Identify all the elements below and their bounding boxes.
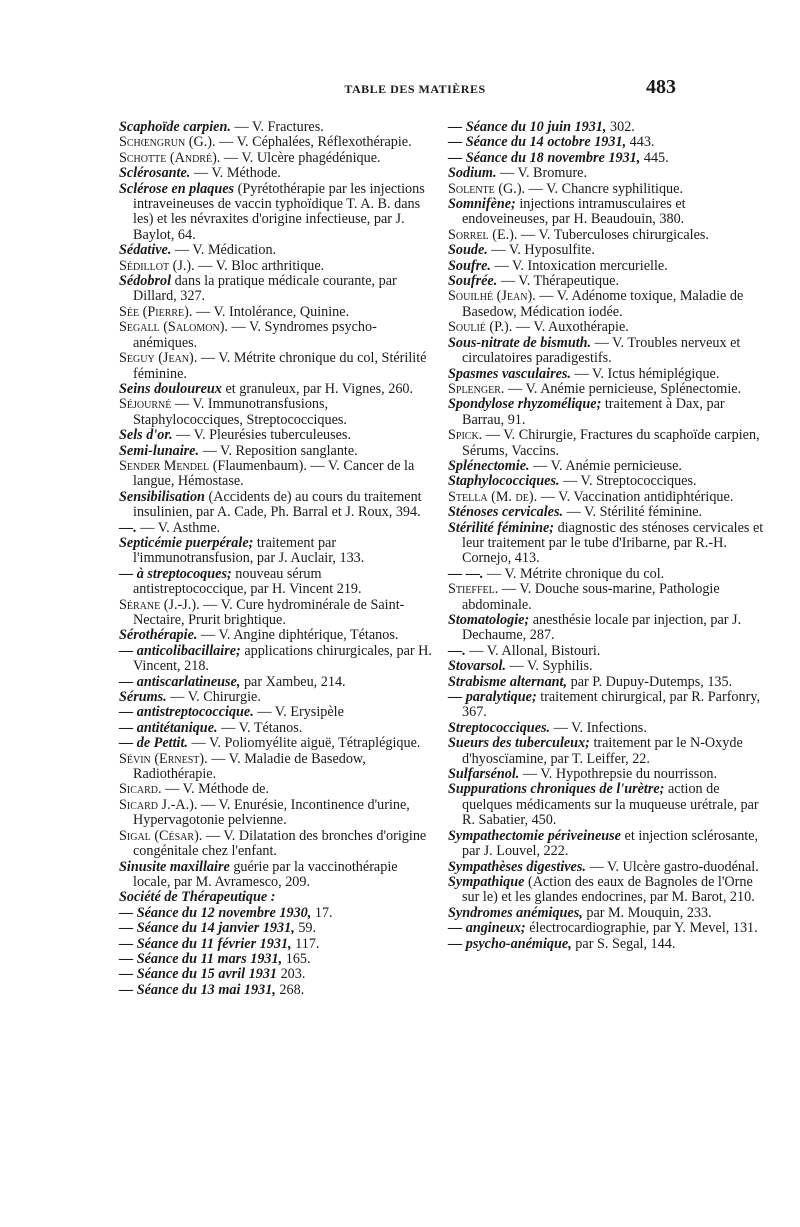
index-entry — [448, 228, 768, 243]
entry-heading: Streptococciques. — [448, 719, 551, 736]
running-title: TABLE DES MATIÈRES — [344, 82, 486, 96]
entry-heading: — Séance du 18 novembre 1931, — [448, 149, 641, 166]
index-entry — [119, 983, 434, 998]
index-entry — [448, 120, 768, 135]
index-entry — [119, 721, 434, 736]
entry-reference: — V. Thérapeutique. — [497, 273, 620, 290]
entry-reference: 268. — [275, 981, 305, 998]
entry-heading: — Séance du 10 juin 1931, — [448, 119, 607, 135]
index-entry — [448, 320, 768, 335]
entry-heading: Strabisme alternant, — [448, 673, 568, 690]
entry-heading: Spondylose rhyzomélique; — [448, 396, 602, 413]
index-entry — [119, 135, 434, 150]
index-entry — [448, 613, 768, 644]
entry-heading: — psycho-anémique, — [448, 935, 572, 952]
entry-heading: Sodium. — [448, 165, 497, 182]
entry-reference: traitement à Dax, par Barrau, 91. — [462, 396, 725, 428]
entry-heading: — Séance du 15 avril 1931 — [119, 966, 278, 983]
index-entry — [119, 705, 434, 720]
index-entry — [119, 798, 434, 829]
index-entry — [119, 536, 434, 567]
entry-reference: — V. Douche sous-marine, Pathologie abdominale. — [462, 581, 720, 613]
index-entry — [448, 582, 768, 613]
index-entry — [448, 921, 768, 936]
entry-reference: diagnostic des sténoses cervicales et leur traitement par le tube d'Iribarne, par R.-H. Cornejo, 413. — [462, 519, 764, 567]
entry-reference: 302. — [606, 119, 635, 135]
entry-heading: Sténoses cervicales. — [448, 504, 564, 521]
entry-reference: — V. Bloc arthritique. — [194, 257, 325, 274]
entry-reference: — V. Anémie pernicieuse. — [529, 457, 682, 474]
entry-reference: 445. — [640, 149, 669, 166]
entry-reference: (Accidents de) au cours du traitement insulinien, par A. Cade, Ph. Barral et J. Roux, 394. — [133, 488, 422, 521]
entry-heading: Solente (G.). — [448, 180, 526, 197]
entry-reference: — V. Bromure. — [496, 165, 588, 182]
entry-reference: — V. Tétanos. — [217, 719, 303, 736]
entry-reference: — V. Métrite chronique du col, Stérilité féminine. — [133, 350, 427, 382]
entry-heading: — Séance du 11 mars 1931, — [119, 950, 283, 967]
index-entry — [119, 690, 434, 705]
entry-reference: — V. Reposition sanglante. — [199, 442, 358, 459]
entry-heading: Sympathèses digestives. — [448, 858, 586, 875]
entry-reference: — V. Ulcère gastro-duodénal. — [585, 858, 759, 875]
entry-reference: — V. Intolérance, Quinine. — [192, 303, 350, 320]
entry-heading: — Séance du 13 mai 1931, — [119, 981, 276, 998]
entry-heading: Stella (M. de). — [448, 488, 538, 505]
entry-heading: Semi-lunaire. — [119, 442, 200, 459]
index-entry — [119, 120, 434, 135]
index-entry — [448, 428, 768, 459]
entry-heading: Sée (Pierre). — [119, 303, 193, 320]
index-entry — [119, 567, 434, 598]
entry-reference: — V. Céphalées, Réflexothérapie. — [215, 134, 412, 151]
entry-reference: électrocardiographie, par Y. Mevel, 131. — [525, 920, 758, 937]
entry-reference: traitement chirurgical, par R. Parfonry, 367. — [462, 689, 761, 721]
entry-heading: Seguy (Jean). — [119, 350, 198, 367]
index-entry — [448, 736, 768, 767]
entry-heading: — antistreptococcique. — [119, 704, 254, 721]
index-entry — [448, 166, 768, 181]
entry-heading: — antitétanique. — [119, 719, 218, 736]
entry-heading: Sender Mendel — [119, 457, 210, 474]
entry-heading: —. — [448, 642, 466, 659]
index-entry — [119, 829, 434, 860]
entry-heading: Société de Thérapeutique : — [119, 889, 276, 906]
entry-reference: — V. Immunotransfusions, Staphylococciques, Streptococciques. — [133, 396, 347, 428]
entry-reference: — V. Métrite chronique du col. — [483, 565, 665, 582]
entry-reference: et injection sclérosante, par J. Louvel, 222. — [462, 827, 759, 860]
entry-reference: — V. Troubles nerveux et circulatoires paradigestifs. — [462, 334, 741, 367]
entry-reference: — V. Méthode de. — [161, 781, 270, 798]
entry-reference: — V. Syphilis. — [505, 658, 593, 675]
entry-heading: Septicémie puerpérale; — [119, 534, 254, 551]
entry-heading: Stomatologie; — [448, 612, 530, 628]
entry-reference: — V. Chancre syphilitique. — [525, 180, 683, 197]
entry-reference: 443. — [626, 134, 655, 151]
entry-reference: — V. Adénome toxique, Maladie de Basedow, Médication iodée. — [462, 288, 744, 320]
index-entry — [119, 752, 434, 783]
entry-reference: — V. Maladie de Basedow, Radiothérapie. — [133, 750, 366, 783]
entry-reference: — V. Tuberculoses chirurgicales. — [517, 226, 709, 243]
entry-heading: Sicard. — [119, 781, 162, 798]
index-entry — [119, 628, 434, 643]
index-entry — [448, 644, 768, 659]
index-entry — [119, 598, 434, 629]
index-entry — [448, 860, 768, 875]
index-entry — [448, 721, 768, 736]
entry-heading: Spasmes vasculaires. — [448, 365, 571, 382]
entry-heading: — Séance du 14 octobre 1931, — [448, 134, 627, 151]
entry-reference: 203. — [277, 966, 306, 983]
entry-heading: Sorrel (E.). — [448, 226, 518, 243]
entry-reference: — V. Cure hydrominérale de Saint-Nectaire, Prurit brightique. — [133, 596, 405, 628]
index-entry — [119, 243, 434, 258]
entry-heading: Syndromes anémiques, — [448, 904, 583, 921]
running-header — [0, 78, 800, 108]
entry-heading: Sous-nitrate de bismuth. — [448, 334, 592, 351]
entry-heading: Somnifène; — [448, 196, 516, 213]
entry-reference: — V. Ictus hémiplégique. — [570, 365, 720, 382]
entry-heading: Spick. — [448, 427, 483, 444]
index-entry — [119, 906, 434, 921]
index-entry — [119, 382, 434, 397]
entry-heading: — Séance du 11 février 1931, — [119, 935, 292, 952]
index-entry — [448, 259, 768, 274]
index-entry — [448, 875, 768, 906]
entry-heading: Sueurs des tuberculeux; — [448, 735, 590, 752]
entry-heading: Splenger. — [448, 380, 505, 397]
entry-heading: — antiscarlatineuse, — [119, 673, 241, 690]
entry-reference: 17. — [311, 904, 333, 921]
entry-reference: par P. Dupuy-Dutemps, 135. — [567, 673, 733, 690]
index-entry — [119, 428, 434, 443]
entry-heading: Schœngrun (G.). — [119, 134, 216, 151]
entry-reference: 117. — [291, 935, 320, 952]
entry-heading: Soude. — [448, 242, 488, 259]
entry-heading: Sérums. — [119, 689, 167, 706]
entry-reference: — V. Chirurgie, Fractures du scaphoïde carpien, Sérums, Vaccins. — [462, 427, 760, 459]
entry-reference: par Xambeu, 214. — [240, 673, 346, 690]
index-column-right — [448, 120, 768, 952]
entry-heading: Sels d'or. — [119, 427, 173, 444]
entry-reference: — V. Poliomyélite aiguë, Tétraplégique. — [187, 735, 421, 752]
entry-reference: (Action des eaux de Bagnoles de l'Orne sur le) et les glandes endocrines, par M. Barot, 210. — [462, 873, 755, 906]
entry-reference: — V. Syndromes psycho-anémiques. — [133, 319, 377, 351]
entry-reference: injections intramusculaires et endoveineuses, par H. Beaudouin, 380. — [462, 196, 686, 228]
index-entry — [448, 382, 768, 397]
entry-reference: par S. Segal, 144. — [571, 935, 676, 952]
entry-heading: Schotte (André). — [119, 149, 221, 166]
index-entry — [119, 675, 434, 690]
index-entry — [448, 367, 768, 382]
entry-heading: Séjourné — [119, 396, 172, 413]
entry-reference: traitement par l'immunotransfusion, par J. Auclair, 133. — [133, 534, 365, 567]
entry-reference: — V. Hyposulfite. — [487, 242, 595, 259]
index-entry — [448, 937, 768, 952]
entry-reference: anesthésie locale par injection, par J. Dechaume, 287. — [462, 612, 742, 644]
index-entry — [448, 521, 768, 567]
index-entry — [119, 259, 434, 274]
entry-heading: — de Pettit. — [119, 735, 188, 752]
entry-heading: — anticolibacillaire; — [119, 642, 241, 659]
entry-heading: —. — [119, 519, 137, 536]
index-entry — [448, 906, 768, 921]
index-entry — [119, 351, 434, 382]
entry-reference: — V. Asthme. — [136, 519, 221, 536]
index-entry — [119, 274, 434, 305]
index-entry — [448, 474, 768, 489]
entry-heading: Sympathectomie périveineuse — [448, 827, 621, 844]
entry-heading: Sclérosante. — [119, 165, 191, 182]
entry-reference: traitement par le N-Oxyde d'hyoscïamine, par T. Leiffer, 22. — [462, 735, 743, 767]
index-column-left — [119, 120, 434, 998]
entry-reference: applications chirurgicales, par H. Vincent, 218. — [133, 642, 432, 675]
entry-reference: action de quelques médicaments sur la muqueuse urétrale, par R. Sabatier, 450. — [462, 781, 759, 829]
entry-heading: Stovarsol. — [448, 658, 506, 675]
entry-heading: Sérothérapie. — [119, 627, 198, 644]
index-entry — [448, 690, 768, 721]
entry-reference: — V. Vaccination antidiphtérique. — [537, 488, 734, 505]
entry-reference: — V. Chirurgie. — [166, 689, 261, 706]
entry-reference: 59. — [294, 920, 317, 937]
index-entry — [119, 320, 434, 351]
entry-reference: nouveau sérum antistreptococcique, par H. Vincent 219. — [133, 565, 362, 598]
entry-reference: guérie par la vaccinothérapie locale, par M. Avramesco, 209. — [133, 858, 398, 890]
index-entry — [448, 151, 768, 166]
entry-heading: Sensibilisation — [119, 488, 205, 505]
entry-heading: Staphylococciques. — [448, 473, 560, 490]
entry-heading: Soulié (P.). — [448, 319, 513, 336]
entry-reference: — V. Auxothérapie. — [512, 319, 629, 336]
entry-reference: dans la pratique médicale courante, par Dillard, 327. — [133, 273, 397, 305]
page-number: 483 — [646, 76, 676, 98]
entry-heading: Splénectomie. — [448, 457, 530, 474]
index-entry — [448, 274, 768, 289]
entry-heading: Suppurations chroniques de l'urètre; — [448, 781, 665, 798]
entry-reference: par M. Mouquin, 233. — [582, 904, 712, 921]
entry-reference: — V. Allonal, Bistouri. — [465, 642, 601, 659]
entry-reference: — V. Ulcère phagédénique. — [220, 149, 381, 166]
index-entry — [119, 459, 434, 490]
entry-heading: Sérane (J.-J.). — [119, 596, 200, 613]
entry-heading: Segall (Salomon). — [119, 319, 228, 336]
index-entry — [119, 151, 434, 166]
index-entry — [448, 289, 768, 320]
entry-reference: — V. Intoxication mercurielle. — [490, 257, 668, 274]
index-entry — [448, 243, 768, 258]
entry-heading: Souilhé (Jean). — [448, 288, 536, 305]
entry-heading: Scaphoïde carpien. — [119, 119, 231, 135]
entry-heading: — angineux; — [448, 920, 526, 937]
entry-reference: — V. Streptococciques. — [559, 473, 697, 490]
entry-heading: Sigal (César). — [119, 827, 203, 844]
entry-heading: — Séance du 12 novembre 1930, — [119, 904, 312, 921]
entry-reference: — V. Médication. — [171, 242, 277, 259]
index-entry — [119, 890, 434, 905]
index-entry — [119, 967, 434, 982]
entry-heading: Sinusite maxillaire — [119, 858, 230, 875]
entry-heading: Seins douloureux — [119, 380, 222, 397]
index-entry — [119, 860, 434, 891]
entry-heading: — à streptocoques; — [119, 565, 232, 582]
entry-reference: — V. Anémie pernicieuse, Splénectomie. — [504, 380, 742, 397]
index-entry — [119, 921, 434, 936]
index-entry — [119, 182, 434, 244]
index-entry — [119, 782, 434, 797]
index-entry — [119, 444, 434, 459]
entry-reference: — V. Angine diphtérique, Tétanos. — [197, 627, 399, 644]
entry-heading: Stieffel. — [448, 581, 499, 598]
index-entry — [119, 305, 434, 320]
index-entry — [119, 490, 434, 521]
entry-heading: Soufrée. — [448, 273, 498, 290]
entry-reference: — V. Fractures. — [230, 119, 324, 135]
entry-heading: Soufre. — [448, 257, 491, 274]
index-entry — [119, 644, 434, 675]
index-entry — [448, 397, 768, 428]
index-entry — [448, 505, 768, 520]
index-entry — [119, 521, 434, 536]
index-entry — [448, 782, 768, 828]
index-entry — [448, 459, 768, 474]
entry-heading: Sicard J.-A.). — [119, 796, 198, 813]
index-entry — [448, 675, 768, 690]
index-entry — [448, 490, 768, 505]
entry-reference: — V. Dilatation des bronches d'origine congénitale chez l'enfant. — [133, 827, 427, 860]
entry-reference: — V. Pleurésies tuberculeuses. — [172, 427, 351, 444]
entry-heading: — paralytique; — [448, 689, 537, 706]
index-entry — [119, 952, 434, 967]
entry-heading: Sulfarsénol. — [448, 766, 520, 783]
entry-reference: (Pyrétothérapie par les injections intraveineuses de vaccin typhoïdique T. A. B. dans les) et les névraxites d'origine infectieuse, par J. Baylot, 64. — [133, 180, 425, 243]
entry-reference: (Flaumenbaum). — V. Cancer de la langue, Hémostase. — [133, 457, 415, 490]
entry-reference: et granuleux, par H. Vignes, 260. — [221, 380, 414, 397]
entry-reference: — V. Erysipèle — [253, 704, 344, 721]
entry-reference: — V. Enurésie, Incontinence d'urine, Hypervagotonie pelvienne. — [133, 796, 410, 829]
entry-heading: Sédative. — [119, 242, 172, 259]
index-entry — [448, 767, 768, 782]
index-entry — [119, 397, 434, 428]
entry-heading: Sédillot (J.). — [119, 257, 195, 274]
index-entry — [119, 736, 434, 751]
entry-heading: — —. — [448, 565, 484, 582]
entry-reference: — V. Stérilité féminine. — [563, 504, 703, 521]
entry-heading: — Séance du 14 janvier 1931, — [119, 920, 295, 937]
entry-reference: — V. Infections. — [550, 719, 647, 736]
entry-reference: — V. Hypothrepsie du nourrisson. — [519, 766, 718, 783]
index-entry — [448, 567, 768, 582]
index-entry — [448, 659, 768, 674]
entry-reference: 165. — [282, 950, 311, 967]
index-entry — [448, 182, 768, 197]
index-entry — [119, 166, 434, 181]
index-entry — [448, 135, 768, 150]
entry-heading: Sympathique — [448, 873, 525, 890]
index-entry — [448, 336, 768, 367]
index-entry — [448, 829, 768, 860]
entry-heading: Sévin (Ernest). — [119, 750, 208, 767]
entry-heading: Sclérose en plaques — [119, 180, 235, 197]
index-entry — [448, 197, 768, 228]
entry-heading: Stérilité féminine; — [448, 519, 555, 536]
index-entry — [119, 937, 434, 952]
entry-heading: Sédobrol — [119, 273, 172, 290]
entry-reference: — V. Méthode. — [190, 165, 281, 182]
